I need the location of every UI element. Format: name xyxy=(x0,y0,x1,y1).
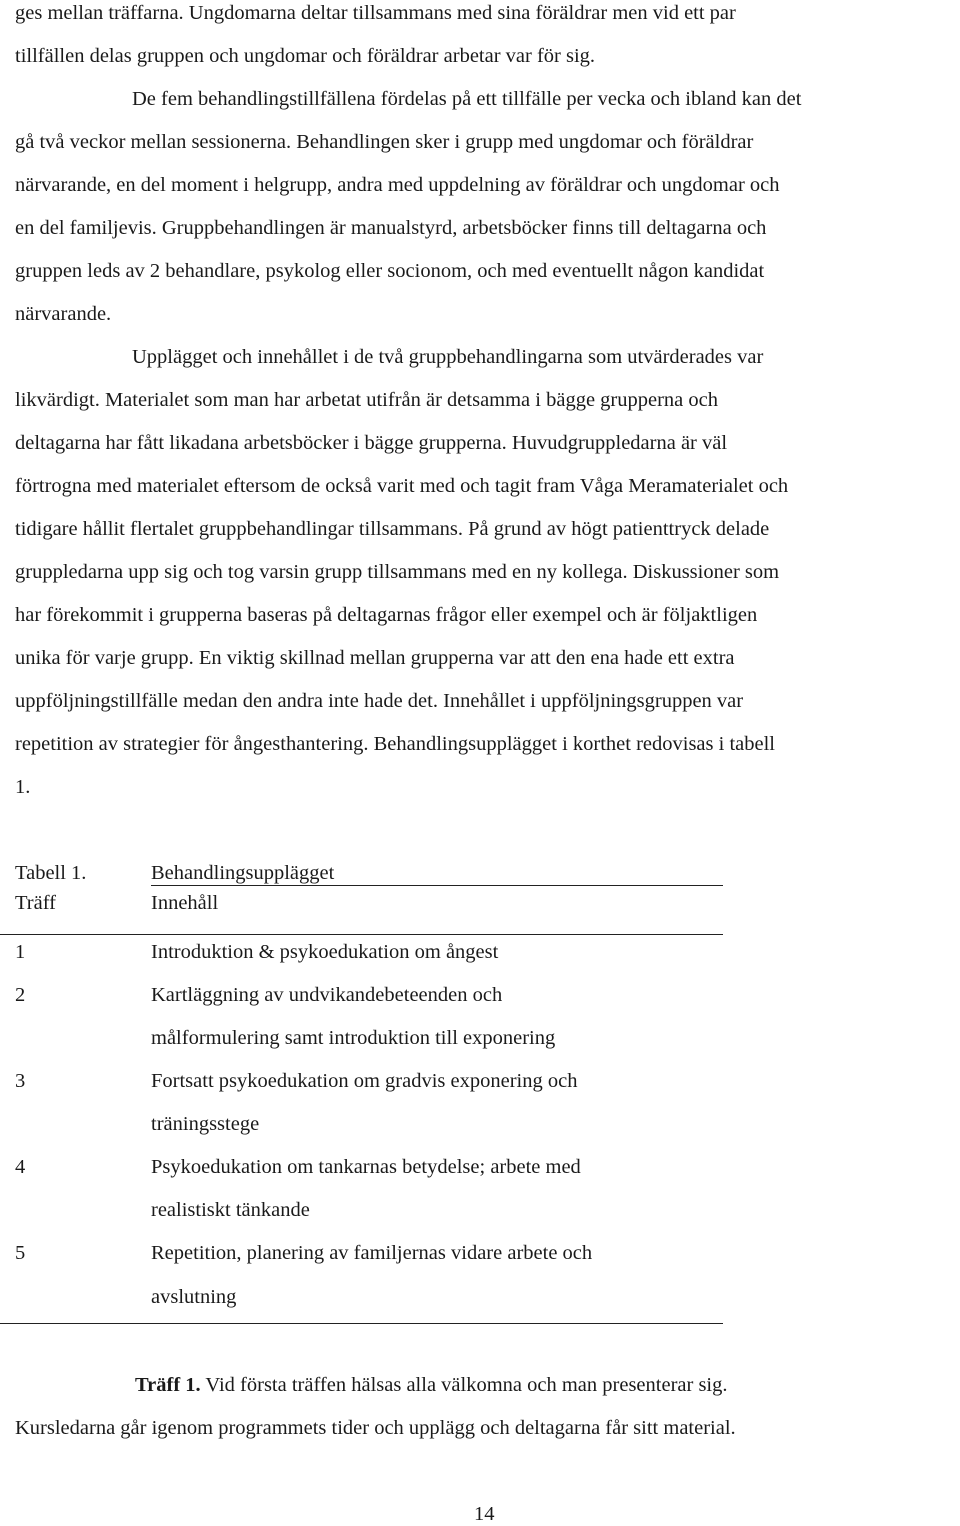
table-cell-num: 1 xyxy=(15,941,26,963)
text-line: gruppen leds av 2 behandlare, psykolog eller socionom, och med eventuellt någon kandidat xyxy=(15,260,765,282)
text-line: deltagarna har fått likadana arbetsböcker i bägge grupperna. Huvudgruppledarna är väl xyxy=(15,432,728,454)
table-cell-content: träningsstege xyxy=(151,1113,260,1135)
table-caption: Behandlingsupplägget xyxy=(151,862,335,884)
table-cell-content: målformulering samt introduktion till exponering xyxy=(151,1027,556,1049)
text-line: förtrogna med materialet eftersom de också varit med och tagit fram Våga Meramaterialet och xyxy=(15,475,789,497)
table-cell-num: 3 xyxy=(15,1070,26,1092)
table-cell-content: Introduktion & psykoedukation om ångest xyxy=(151,941,499,963)
closing-bold-lead: Träff 1. xyxy=(135,1374,201,1396)
closing-line-1 xyxy=(135,1373,728,1397)
text-line: 1. xyxy=(15,776,31,798)
text-line: gå två veckor mellan sessionerna. Behandlingen sker i grupp med ungdomar och föräldrar xyxy=(15,131,754,153)
text-line: gruppledarna upp sig och tog varsin grupp tillsammans med en ny kollega. Diskussioner som xyxy=(15,561,780,583)
table-cell-content: Repetition, planering av familjernas vidare arbete och xyxy=(151,1242,593,1264)
text-line: Upplägget och innehållet i de två gruppbehandlingarna som utvärderades var xyxy=(132,346,764,368)
text-line: närvarande, en del moment i helgrupp, andra med uppdelning av föräldrar och ungdomar och xyxy=(15,174,780,196)
closing-line-2: Kursledarna går igenom programmets tider och upplägg och deltagarna får sitt material. xyxy=(15,1417,736,1439)
table-header-innehall: Innehåll xyxy=(151,892,219,914)
text-line: tillfällen delas gruppen och ungdomar och föräldrar arbetar var för sig. xyxy=(15,45,596,67)
table-caption-rule xyxy=(151,885,723,886)
table-cell-content: avslutning xyxy=(151,1286,237,1308)
text-line: har förekommit i grupperna baseras på deltagarnas frågor eller exempel och är följaktligen xyxy=(15,604,758,626)
table-cell-num: 4 xyxy=(15,1156,26,1178)
closing-text: Vid första träffen hälsas alla välkomna och man presenterar sig. xyxy=(200,1374,728,1396)
text-line: likvärdigt. Materialet som man har arbetat utifrån är detsamma i bägge grupperna och xyxy=(15,389,718,411)
page-number: 14 xyxy=(474,1503,495,1525)
table-cell-content: Psykoedukation om tankarnas betydelse; arbete med xyxy=(151,1156,581,1178)
table-cell-content: realistiskt tänkande xyxy=(151,1199,310,1221)
text-line: närvarande. xyxy=(15,303,112,325)
table-bottom-rule xyxy=(0,1323,723,1324)
table-cell-content: Kartläggning av undvikandebeteenden och xyxy=(151,984,503,1006)
table-label: Tabell 1. xyxy=(15,862,87,884)
text-line: repetition av strategier för ångesthantering. Behandlingsupplägget i korthet redovisas i tabell xyxy=(15,733,775,755)
table-cell-num: 2 xyxy=(15,984,26,1006)
text-line: unika för varje grupp. En viktig skillnad mellan grupperna var att den ena hade ett extra xyxy=(15,647,735,669)
text-line: ges mellan träffarna. Ungdomarna deltar tillsammans med sina föräldrar men vid ett par xyxy=(15,2,736,24)
text-line: De fem behandlingstillfällena fördelas på ett tillfälle per vecka och ibland kan det xyxy=(132,88,802,110)
table-header-rule xyxy=(0,934,723,935)
table-cell-content: Fortsatt psykoedukation om gradvis exponering och xyxy=(151,1070,578,1092)
text-line: uppföljningstillfälle medan den andra inte hade det. Innehållet i uppföljningsgruppen var xyxy=(15,690,744,712)
table-cell-num: 5 xyxy=(15,1242,26,1264)
text-line: en del familjevis. Gruppbehandlingen är manualstyrd, arbetsböcker finns till deltagarna och xyxy=(15,217,767,239)
table-header-traff: Träff xyxy=(15,892,57,914)
text-line: tidigare hållit flertalet gruppbehandlingar tillsammans. På grund av högt patienttryck delade xyxy=(15,518,770,540)
